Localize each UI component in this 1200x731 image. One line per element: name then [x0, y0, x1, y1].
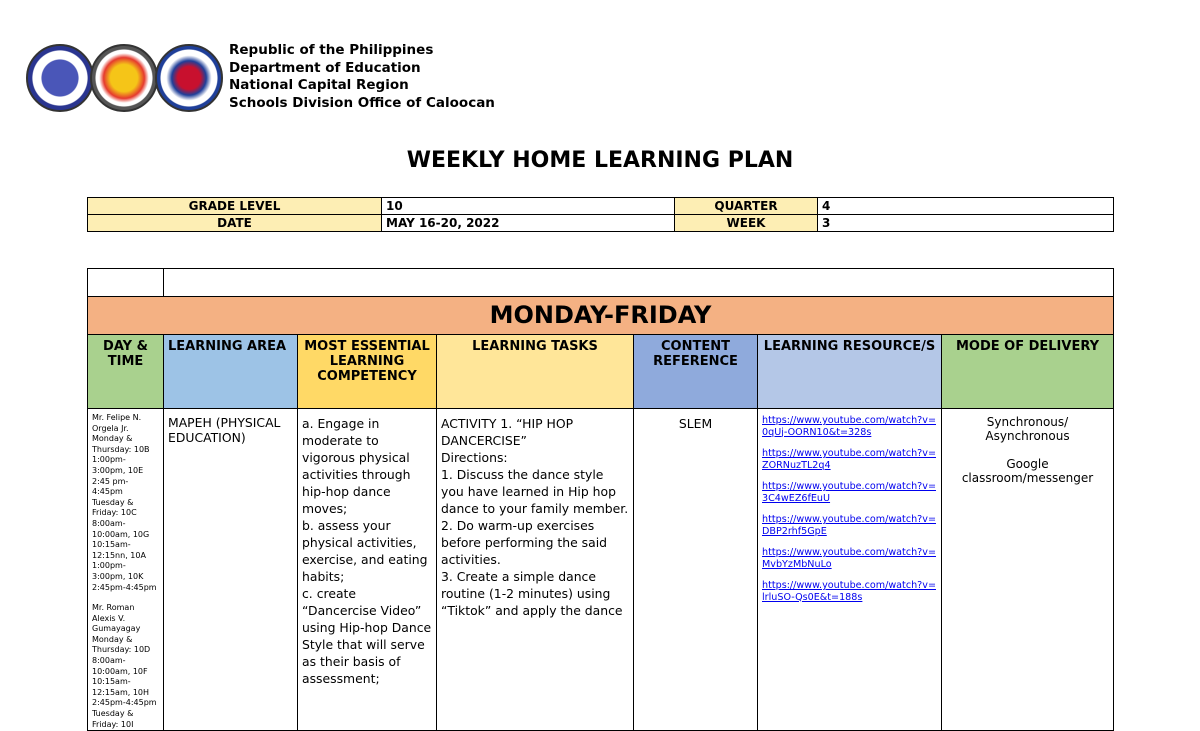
col-header-day-time: DAY & TIME: [88, 335, 164, 409]
mode-line: Synchronous/ Asynchronous: [985, 415, 1070, 443]
competency-item: a. Engage in moderate to vigorous physical activities through hip-hop dance moves;: [302, 416, 411, 516]
content-reference-cell: SLEM: [634, 409, 758, 731]
date-label: DATE: [88, 215, 382, 232]
schedule: Monday & Thursday: 10B 1:00pm-3:00pm, 10E 2:45 pm-4:45pm: [92, 434, 150, 497]
col-header-learning-area: LEARNING AREA: [164, 335, 298, 409]
letterhead-line: Schools Division Office of Caloocan: [229, 94, 495, 111]
date-value: MAY 16-20, 2022: [382, 215, 675, 232]
resource-link[interactable]: https://www.youtube.com/watch?v=lrluSO-Qs0E&t=188s: [762, 580, 936, 603]
col-header-melc: MOST ESSENTIAL LEARNING COMPETENCY: [298, 335, 437, 409]
schedule: Tuesday & Friday: 10C 8:00am-10:00am, 10G 10:15am-12:15nn, 10A 1:00pm-3:00pm, 10K 2:45pm-4:45pm: [92, 497, 157, 592]
task-line: 3. Create a simple dance routine (1-2 minutes) using “Tiktok” and apply the dance: [441, 569, 623, 618]
mode-line: Google classroom/messenger: [961, 457, 1094, 485]
letterhead-line: Republic of the Philippines: [229, 42, 434, 58]
learning-plan-table: [87, 268, 1114, 731]
quarter-label: QUARTER: [675, 198, 818, 215]
schedule: Monday & Thursday: 10D 8:00am-10:00am, 10F 10:15am-12:15am, 10H 2:45pm-4:45pm: [92, 634, 157, 708]
resource-link[interactable]: https://www.youtube.com/watch?v=ZORNuzTL2q4: [762, 448, 936, 471]
page-title: WEEKLY HOME LEARNING PLAN: [406, 148, 794, 173]
col-header-mode-of-delivery: MODE OF DELIVERY: [942, 335, 1114, 409]
day-time-cell: [88, 409, 164, 731]
cad-logo: [155, 44, 223, 112]
letterhead: [229, 42, 495, 112]
empty-cell: [164, 269, 1114, 297]
empty-cell: [88, 269, 164, 297]
resource-link[interactable]: https://www.youtube.com/watch?v=DBP2rhf5GpE: [762, 514, 936, 537]
task-line: Directions:: [441, 450, 508, 465]
mode-of-delivery-cell: [942, 409, 1114, 731]
competency-item: c. create “Dancercise Video” using Hip-hop Dance Style that will serve as their basis of assessment;: [302, 586, 432, 686]
learning-resources-cell: [758, 409, 942, 731]
col-header-learning-tasks: LEARNING TASKS: [437, 335, 634, 409]
resource-link[interactable]: https://www.youtube.com/watch?v=MvbYzMbNuLo: [762, 547, 936, 570]
letterhead-line: National Capital Region: [229, 77, 409, 93]
competency-item: b. assess your physical activities, exercise, and eating habits;: [302, 518, 428, 584]
task-line: 1. Discuss the dance style you have learned in Hip hop dance to your family member.: [441, 467, 629, 516]
learning-area-cell: MAPEH (PHYSICAL EDUCATION): [164, 409, 298, 731]
quarter-value: 4: [818, 198, 1114, 215]
col-header-content-reference: CONTENT REFERENCE: [634, 335, 758, 409]
teacher-name: Mr. Roman Alexis V. Gumayagay: [92, 603, 141, 634]
grade-level-value: 10: [382, 198, 675, 215]
info-table: [87, 197, 1114, 232]
schedule: Tuesday & Friday: 10I: [92, 709, 134, 729]
task-line: ACTIVITY 1. “HIP HOP DANCERCISE”: [441, 416, 574, 448]
learning-tasks-cell: [437, 409, 634, 731]
task-line: 2. Do warm-up exercises before performing the said activities.: [441, 518, 608, 567]
sdo-caloocan-seal-logo: [90, 44, 158, 112]
resource-link[interactable]: https://www.youtube.com/watch?v=3C4wEZ6fEuU: [762, 481, 936, 504]
melc-cell: [298, 409, 437, 731]
banner-monday-friday: MONDAY-FRIDAY: [88, 297, 1114, 335]
week-value: 3: [818, 215, 1114, 232]
deped-seal-logo: [26, 44, 94, 112]
col-header-learning-resources: LEARNING RESOURCE/S: [758, 335, 942, 409]
week-label: WEEK: [675, 215, 818, 232]
resource-link[interactable]: https://www.youtube.com/watch?v=0qUj-OORN10&t=328s: [762, 415, 936, 438]
letterhead-line: Department of Education: [229, 59, 421, 76]
teacher-name: Mr. Felipe N. Orgela Jr.: [92, 413, 142, 433]
grade-level-label: GRADE LEVEL: [88, 198, 382, 215]
